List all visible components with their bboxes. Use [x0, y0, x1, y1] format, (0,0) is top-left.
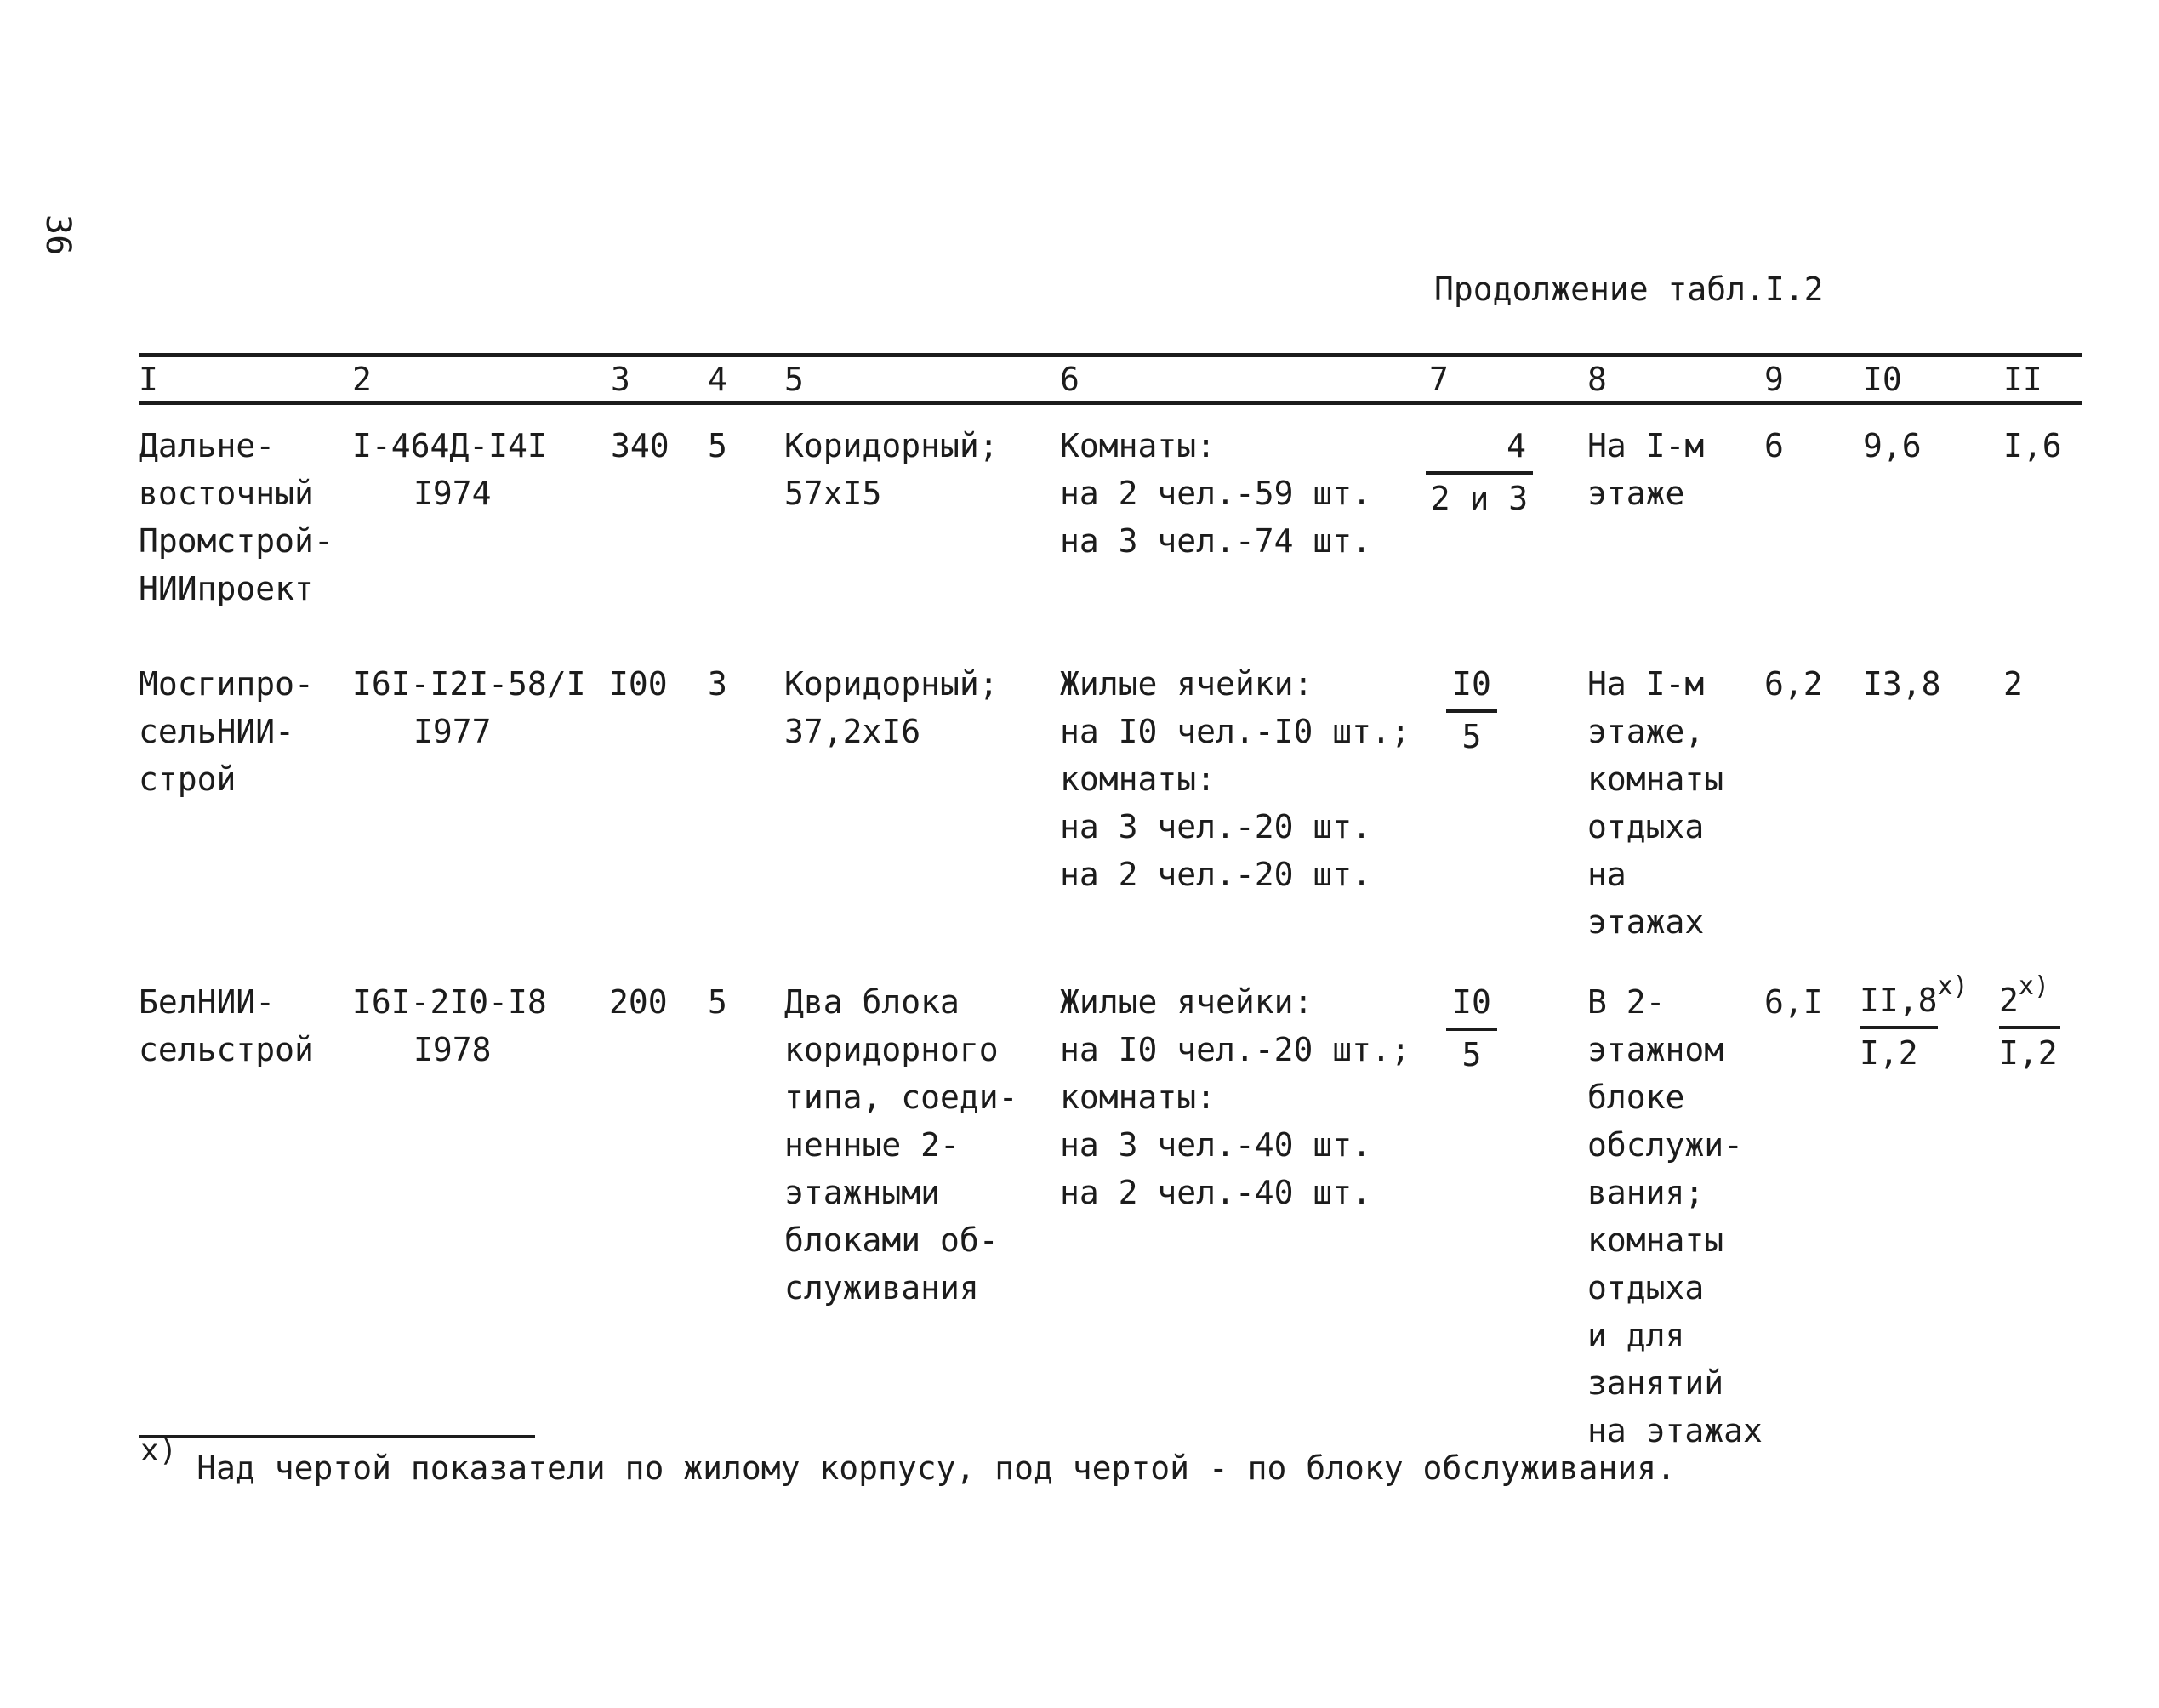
header-col-10: I0 — [1863, 361, 1902, 398]
header-col-6: 6 — [1060, 361, 1080, 398]
cell-organization: Дальне- восточный Промстрой- НИИпроект — [139, 427, 333, 607]
header-col-4: 4 — [708, 361, 727, 398]
header-col-5: 5 — [784, 361, 804, 398]
cell-col5: Коридорный; 37,2xI6 — [784, 665, 999, 750]
fraction-numerator — [1860, 971, 1968, 1029]
cell-col7-fraction — [1446, 978, 1497, 1079]
footnote-reference: x) — [2018, 971, 2050, 1002]
cell-col9: 6 — [1764, 427, 1784, 464]
header-col-1: I — [139, 361, 158, 398]
footnote-reference: x) — [1937, 971, 1968, 1002]
footnote-separator — [139, 1435, 535, 1438]
cell-col4: 5 — [708, 427, 727, 464]
cell-col10: 9,6 — [1863, 427, 1922, 464]
cell-project-code: I-464Д-I4I — [352, 427, 547, 464]
cell-col10: I3,8 — [1863, 665, 1941, 703]
cell-col3: 200 — [609, 983, 668, 1021]
fraction-denominator: I,2 — [1999, 1034, 2058, 1072]
header-col-3: 3 — [611, 361, 630, 398]
footnote — [140, 1433, 1676, 1492]
fraction-numerator: 4 — [1426, 422, 1533, 475]
table-caption: Продолжение табл.I.2 — [1434, 270, 1824, 308]
fraction-denominator: 5 — [1461, 1036, 1482, 1073]
fraction-numerator: I0 — [1446, 978, 1497, 1031]
cell-col11: 2 — [2003, 665, 2023, 703]
cell-col10-fraction — [1860, 971, 1968, 1077]
table-header-rule — [139, 401, 2082, 405]
header-col-2: 2 — [352, 361, 372, 398]
cell-col11-fraction — [1999, 971, 2060, 1077]
cell-col6: Жилые ячейки: на I0 чел.-I0 шт.; комнаты: на 3 чел.-20 шт. на 2 чел.-20 шт. — [1060, 665, 1410, 893]
cell-project-code: I6I-I2I-58/I — [352, 665, 586, 703]
cell-col8: На I-м этаже — [1587, 427, 1705, 512]
cell-col8: В 2- этажном блоке обслужи- вания; комнаты отдыха и для занятий на этажах — [1587, 983, 1763, 1449]
cell-col3: I00 — [609, 665, 668, 703]
cell-organization: БелНИИ- сельстрой — [139, 983, 314, 1068]
cell-organization: Мосгипро- сельНИИ- строй — [139, 665, 314, 798]
cell-col11: I,6 — [2003, 427, 2062, 464]
cell-project-code: I6I-2I0-I8 — [352, 983, 547, 1021]
cell-col7-fraction — [1426, 422, 1533, 522]
header-col-11: II — [2003, 361, 2042, 398]
cell-col8: На I-м этаже, комнаты отдыха на этажах — [1587, 665, 1724, 941]
cell-col5: Два блока коридорного типа, соеди- ненные 2- этажными блоками об- служивания — [784, 983, 1018, 1307]
header-col-8: 8 — [1587, 361, 1607, 398]
cell-col5: Коридорный; 57xI5 — [784, 427, 999, 512]
cell-col4: 3 — [708, 665, 727, 703]
fraction-value: II,8 — [1860, 982, 1938, 1019]
page-number: 36 — [38, 214, 77, 256]
header-col-9: 9 — [1764, 361, 1784, 398]
cell-col9: 6,2 — [1764, 665, 1823, 703]
cell-project-year: I978 — [413, 1031, 492, 1068]
footnote-mark: x) — [140, 1433, 178, 1469]
cell-project-year: I977 — [413, 713, 492, 750]
fraction-numerator — [1999, 971, 2060, 1029]
cell-col9: 6,I — [1764, 983, 1823, 1021]
table-top-rule — [139, 353, 2082, 357]
fraction-denominator: 2 и 3 — [1430, 480, 1529, 517]
fraction-denominator: 5 — [1461, 718, 1482, 755]
fraction-value: 2 — [1999, 982, 2019, 1019]
cell-col7-fraction — [1446, 660, 1497, 760]
cell-col4: 5 — [708, 983, 727, 1021]
fraction-numerator: I0 — [1446, 660, 1497, 713]
cell-col6: Жилые ячейки: на I0 чел.-20 шт.; комнаты: на 3 чел.-40 шт. на 2 чел.-40 шт. — [1060, 983, 1410, 1211]
cell-col3: 340 — [611, 427, 669, 464]
header-col-7: 7 — [1429, 361, 1449, 398]
cell-project-year: I974 — [413, 475, 492, 512]
footnote-text: Над чертой показатели по жилому корпусу, под чертой - по блоку обслуживания. — [197, 1449, 1676, 1487]
fraction-denominator: I,2 — [1860, 1034, 1918, 1072]
cell-col6: Комнаты: на 2 чел.-59 шт. на 3 чел.-74 шт. — [1060, 427, 1372, 560]
